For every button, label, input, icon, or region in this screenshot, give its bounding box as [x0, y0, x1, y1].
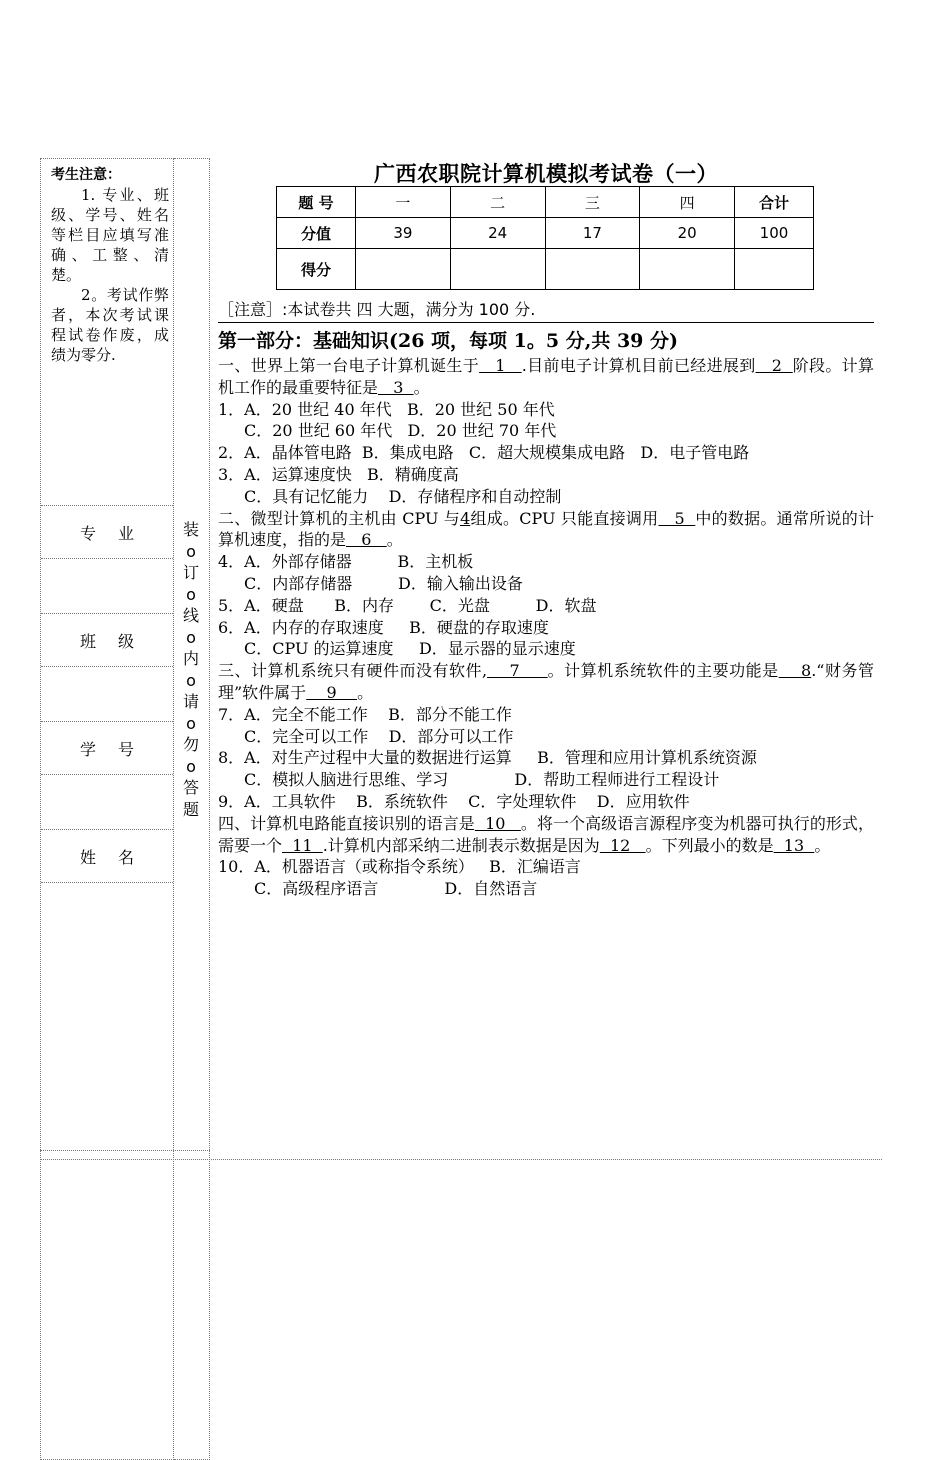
binding-char: 内 [182, 649, 199, 668]
table-cell: 一 [356, 187, 451, 218]
table-cell: 四 [640, 187, 735, 218]
table-cell: 39 [356, 218, 451, 249]
table-cell: 合计 [735, 187, 814, 218]
binding-char: o [186, 713, 196, 733]
answer-blank[interactable]: 2 [755, 356, 793, 375]
binding-char: 请 [182, 692, 199, 711]
answer-blank[interactable]: 3 [378, 377, 414, 397]
table-row [277, 249, 814, 290]
option-line: C．20 世纪 60 年代 D．20 世纪 70 年代 [244, 421, 557, 441]
answer-blank[interactable]: 12 [599, 835, 646, 855]
field-input-class[interactable] [41, 666, 173, 721]
question-stem-2: 二、微型计算机的主机由 CPU 与4组成。CPU 只能直接调用 5 中的数据。通常所说的计算机速度，指的是 6 。 [218, 508, 874, 550]
exam-note: ［注意］:本试卷共 四 大题，满分为 100 分. [218, 300, 536, 319]
page-title: 广西农职院计算机模拟考试卷（一） [374, 162, 718, 186]
table-cell: 题 号 [277, 187, 356, 218]
table-cell: 三 [545, 187, 640, 218]
notice-title: 考生注意： [51, 167, 121, 183]
option-line: 4．A．外部存储器 B．主机板 [218, 552, 474, 572]
candidate-fields [41, 505, 173, 1183]
option-line: 9．A．工具软件 B．系统软件 C．字处理软件 D．应用软件 [218, 791, 690, 811]
answer-blank[interactable]: 10 [474, 813, 521, 833]
option-line: C．完全可以工作 D．部分可以工作 [244, 726, 514, 746]
score-input-cell[interactable] [545, 249, 640, 290]
binding-char: 装 [182, 520, 199, 539]
binding-char: 题 [182, 799, 199, 819]
table-cell: 二 [450, 187, 545, 218]
field-label-name: 姓名 [41, 829, 173, 882]
score-input-cell[interactable] [356, 249, 451, 290]
binding-char: o [186, 584, 196, 604]
question-stem-3: 三、计算机系统只有硬件而没有软件, 7 。计算机系统软件的主要功能是 8.“财务管理”软件属于 9 。 [218, 661, 874, 702]
field-input-name[interactable] [41, 882, 173, 1183]
field-label-student-id: 学号 [41, 721, 173, 774]
option-line: C．CPU 的运算速度 D．显示器的显示速度 [244, 639, 576, 659]
binding-char: o [186, 670, 196, 690]
table-row [277, 187, 814, 218]
score-input-cell[interactable] [735, 249, 814, 290]
table-cell: 得分 [277, 249, 356, 290]
binding-char: o [186, 756, 196, 776]
score-input-cell[interactable] [450, 249, 545, 290]
answer-blank[interactable]: 8 [778, 661, 812, 681]
score-table [276, 186, 814, 290]
option-line: 1．A．20 世纪 40 年代 B．20 世纪 50 年代 [218, 399, 555, 419]
table-cell: 20 [640, 218, 735, 249]
table-cell: 分值 [277, 218, 356, 249]
answer-blank[interactable]: 9 [306, 682, 358, 702]
question-stem-4: 四、计算机电路能直接识别的语言是 10 。将一个高级语言源程序变为机器可执行的形式，需要一个 11 .计算机内部采纳二进制表示数据是因为 12 。下列最小的数是 13 。 [218, 813, 874, 855]
binding-line-column [174, 158, 210, 1460]
question-stem-1: 一、世界上第一台电子计算机诞生于 1 .目前电子计算机目前已经进展到 2 阶段。计算机工作的最重要特征是 3 。 [218, 356, 875, 397]
field-input-student-id[interactable] [41, 774, 173, 829]
option-line: 8．A．对生产过程中大量的数据进行运算 B．管理和应用计算机系统资源 [218, 748, 757, 768]
divider [218, 322, 874, 323]
notice-item-1: 1. 专业、班级、学号、姓名等栏目应填写准确、工整、清楚。 [51, 186, 169, 284]
option-line: 5．A．硬盘 B．内存 C．光盘 D．软盘 [218, 595, 597, 615]
notice-item-2: 2。考试作弊者，本次考试课程试卷作废，成绩为零分. [51, 286, 169, 364]
option-line: 7．A．完全不能工作 B．部分不能工作 [218, 704, 512, 724]
option-line: 10．A．机器语言（或称指令系统） B．汇编语言 [218, 857, 581, 877]
part-1-title: 第一部分：基础知识(26 项，每项 1。5 分,共 39 分) [218, 330, 678, 352]
exam-main [218, 160, 875, 899]
answer-blank[interactable]: 4 [460, 508, 471, 528]
binding-char: 勿 [182, 735, 199, 754]
binding-warning [174, 519, 208, 820]
binding-char: 答 [182, 778, 199, 797]
table-cell: 24 [450, 218, 545, 249]
candidate-notice [51, 165, 169, 365]
answer-blank[interactable]: 5 [658, 508, 696, 528]
column-bottom-rule [40, 1150, 210, 1151]
field-input-major[interactable] [41, 558, 173, 613]
binding-char: o [186, 627, 196, 647]
option-line: C．模拟人脑进行思维、学习 D．帮助工程师进行工程设计 [244, 770, 720, 790]
option-line: C．高级程序语言 D．自然语言 [254, 879, 538, 899]
score-input-cell[interactable] [640, 249, 735, 290]
binding-char: 线 [182, 606, 199, 625]
field-label-major: 专业 [41, 505, 173, 558]
option-line: 3．A．运算速度快 B．精确度高 [218, 464, 459, 484]
table-row [277, 218, 814, 249]
answer-blank[interactable]: 6 [346, 530, 387, 550]
candidate-info-column [40, 158, 174, 1460]
option-line: C．内部存储器 D．输入输出设备 [244, 573, 523, 593]
option-line: 6．A．内存的存取速度 B．硬盘的存取速度 [218, 617, 549, 637]
binding-char: 订 [182, 563, 199, 582]
table-cell: 17 [545, 218, 640, 249]
questions [218, 355, 874, 900]
field-label-class: 班级 [41, 613, 173, 666]
answer-blank[interactable]: 7 [487, 661, 548, 681]
binding-char: o [186, 541, 196, 561]
table-cell: 100 [735, 218, 814, 249]
option-line: 2．A．晶体管电路 B．集成电路 C．超大规模集成电路 D．电子管电路 [218, 443, 750, 463]
answer-blank[interactable]: 13 [773, 835, 815, 855]
answer-blank[interactable]: 11 [282, 835, 323, 855]
page-bottom-rule [40, 1159, 882, 1160]
option-line: C．具有记忆能力 D．存储程序和自动控制 [244, 486, 562, 506]
answer-blank[interactable]: 1 [479, 356, 522, 375]
